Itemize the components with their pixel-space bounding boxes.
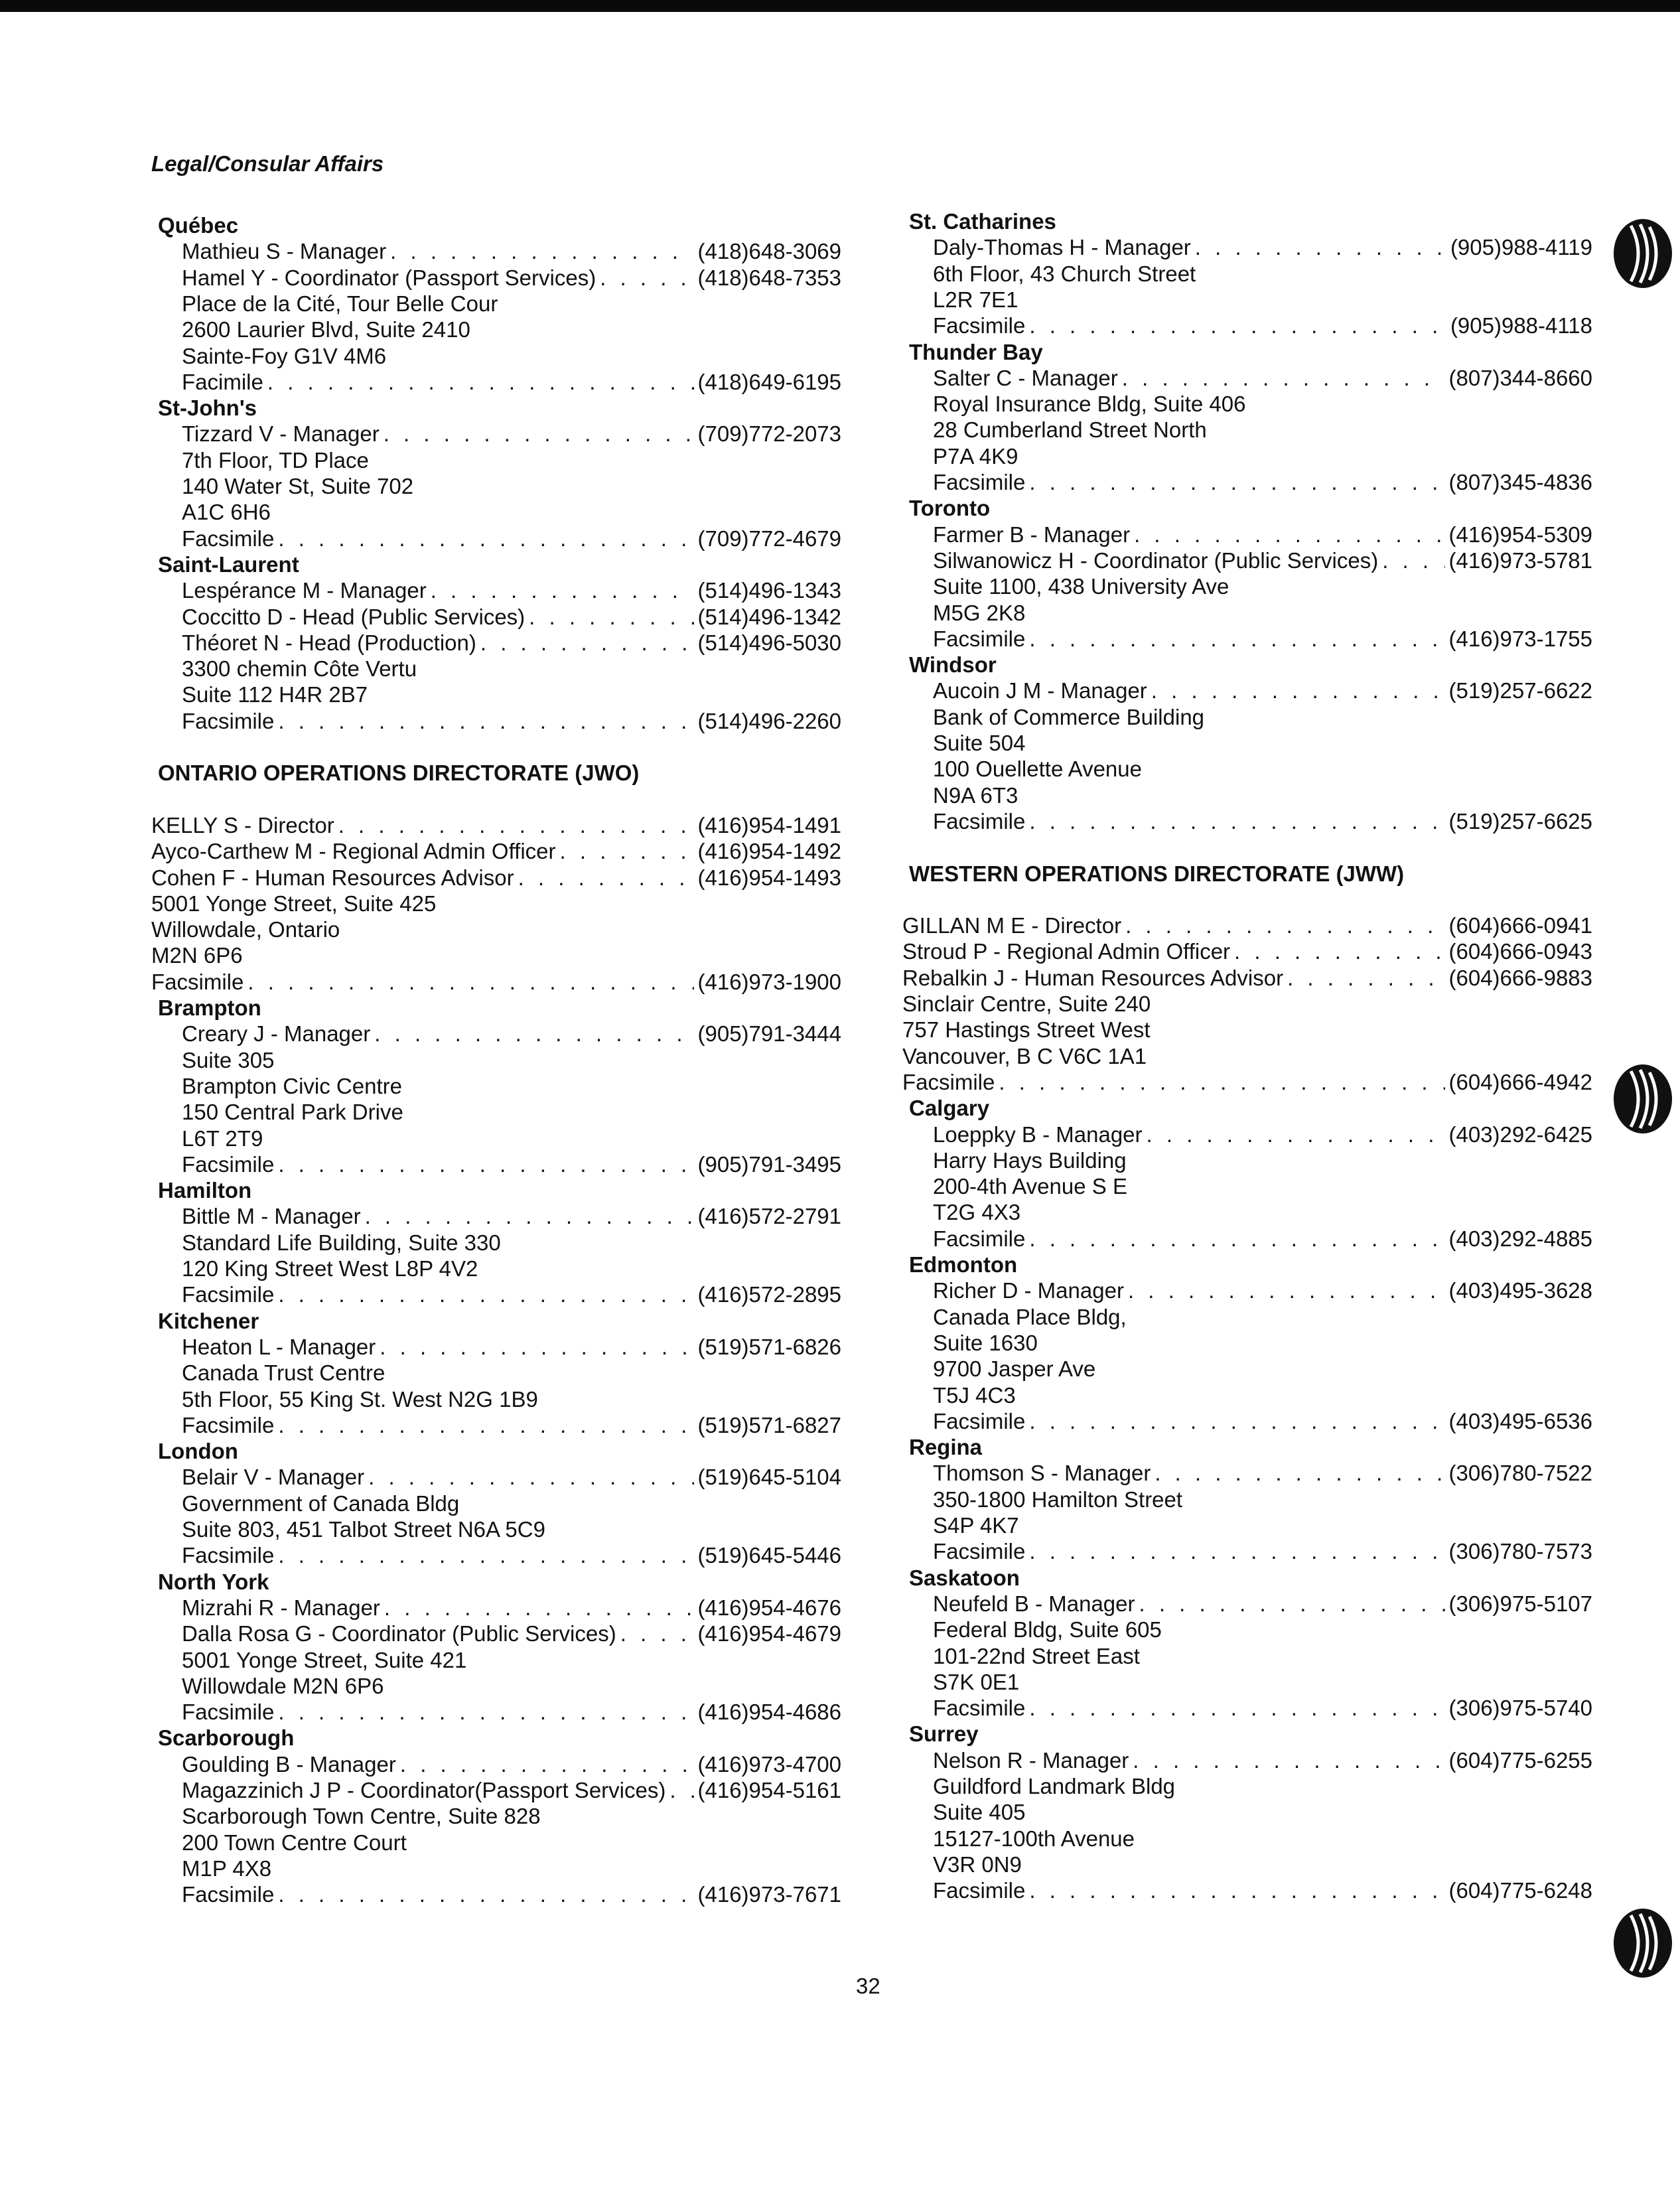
contact-entry (902, 1538, 1592, 1565)
dot-leader (380, 1334, 693, 1360)
address-line: 120 King Street West L8P 4V2 (182, 1256, 478, 1281)
address-line: 140 Water St, Suite 702 (182, 474, 414, 498)
phone-number: (604)666-4942 (1448, 1069, 1592, 1094)
dot-leader (1133, 1747, 1444, 1774)
contact-entry (151, 604, 841, 630)
contact-name: KELLY S - Director (151, 812, 334, 838)
office-heading: Québec (158, 213, 239, 238)
address-line: L6T 2T9 (182, 1126, 263, 1151)
binder-tab-mark-icon (1611, 216, 1675, 291)
dot-leader (384, 1595, 694, 1621)
dot-leader (620, 1621, 694, 1647)
dot-leader (1029, 469, 1444, 496)
contact-name: Facsimile (933, 313, 1026, 338)
address-line: 200-4th Avenue S E (933, 1174, 1127, 1199)
contact-entry (902, 938, 1592, 965)
address-line: 101-22nd Street East (933, 1643, 1140, 1668)
contact-entry (151, 577, 841, 604)
address-line: A1C 6H6 (182, 500, 271, 525)
contact-name: Belair V - Manager (182, 1465, 365, 1490)
contact-entry (151, 1595, 841, 1621)
address-line: 757 Hastings Street West (902, 1017, 1151, 1043)
address-line: 7th Floor, TD Place (182, 447, 369, 473)
phone-number: (403)495-3628 (1448, 1278, 1592, 1303)
contact-entry (902, 912, 1592, 939)
phone-number: (519)571-6827 (697, 1412, 841, 1437)
phone-number: (306)780-7522 (1448, 1461, 1592, 1486)
contact-name: Daly-Thomas H - Manager (933, 235, 1191, 260)
address-line: M2N 6P6 (151, 943, 243, 968)
section-title: Legal/Consular Affairs (151, 151, 384, 176)
phone-number: (709)772-4679 (697, 526, 841, 551)
office-heading: Toronto (909, 496, 991, 521)
address-line: Suite 305 (182, 1047, 275, 1072)
dot-leader (1151, 678, 1445, 704)
phone-number: (514)496-5030 (697, 630, 841, 655)
contact-entry (151, 1334, 841, 1360)
address-line: S4P 4K7 (933, 1513, 1019, 1538)
phone-number: (709)772-2073 (697, 421, 841, 447)
contact-entry (151, 812, 841, 839)
contact-entry (151, 1699, 841, 1725)
phone-number: (519)571-6826 (697, 1334, 841, 1359)
address-line: 5001 Yonge Street, Suite 421 (182, 1647, 467, 1672)
phone-number: (514)496-2260 (697, 708, 841, 733)
address-line: T2G 4X3 (933, 1200, 1021, 1225)
dot-leader (278, 1412, 693, 1439)
contact-name: Ayco-Carthew M - Regional Admin Officer (151, 839, 556, 864)
office-heading: Thunder Bay (909, 339, 1043, 364)
contact-entry (151, 1412, 841, 1439)
address-line: Canada Place Bldg, (933, 1304, 1127, 1329)
phone-number: (416)954-4676 (697, 1595, 841, 1620)
dot-leader (1147, 1122, 1445, 1148)
directorate-heading: WESTERN OPERATIONS DIRECTORATE (JWW) (909, 861, 1405, 886)
address-line: 5th Floor, 55 King St. West N2G 1B9 (182, 1386, 538, 1412)
dot-leader (600, 265, 693, 291)
address-line: Willowdale, Ontario (151, 917, 340, 942)
phone-number: (416)973-7671 (697, 1882, 841, 1907)
contact-entry (902, 1069, 1592, 1096)
dot-leader (338, 812, 694, 839)
dot-leader (480, 630, 694, 656)
phone-number: (418)649-6195 (697, 369, 841, 394)
contact-entry (902, 547, 1592, 574)
phone-number: (306)780-7573 (1448, 1539, 1592, 1564)
dot-leader (1122, 365, 1445, 392)
dot-leader (278, 708, 693, 735)
contact-entry (151, 1751, 841, 1778)
contact-entry (902, 808, 1592, 835)
phone-number: (416)954-1491 (697, 812, 841, 838)
phone-number: (416)572-2895 (697, 1282, 841, 1307)
address-line: Place de la Cité, Tour Belle Cour (182, 291, 498, 316)
contact-name: Richer D - Manager (933, 1278, 1124, 1303)
address-line: Royal Insurance Bldg, Suite 406 (933, 392, 1246, 417)
contact-entry (151, 526, 841, 552)
contact-name: Facsimile (933, 470, 1026, 494)
contact-entry (902, 1226, 1592, 1252)
phone-number: (519)257-6622 (1448, 678, 1592, 703)
address-line: 200 Town Centre Court (182, 1830, 407, 1855)
address-line: Scarborough Town Centre, Suite 828 (182, 1804, 541, 1829)
phone-number: (416)954-1493 (697, 865, 841, 890)
dot-leader (560, 838, 694, 865)
address-line: T5J 4C3 (933, 1382, 1016, 1408)
spacer (902, 887, 1592, 913)
address-line: M1P 4X8 (182, 1856, 272, 1881)
dot-leader (384, 421, 694, 447)
office-heading: Regina (909, 1435, 983, 1460)
contact-entry (902, 1591, 1592, 1617)
contact-name: Mizrahi R - Manager (182, 1595, 380, 1620)
contact-entry (902, 522, 1592, 548)
address-line: Suite 504 (933, 731, 1026, 755)
phone-number: (416)954-1492 (697, 839, 841, 864)
contact-name: Rebalkin J - Human Resources Advisor (902, 965, 1284, 990)
address-line: Sainte-Foy G1V 4M6 (182, 343, 387, 368)
phone-number: (418)648-7353 (697, 265, 841, 290)
dot-leader (1029, 1408, 1444, 1435)
office-heading: Saint-Laurent (158, 551, 299, 577)
contact-name: Facsimile (182, 1282, 275, 1307)
dot-leader (247, 969, 693, 995)
address-line: Suite 405 (933, 1800, 1026, 1825)
contact-name: Facsimile (933, 1408, 1026, 1433)
contact-entry (902, 1747, 1592, 1774)
address-line: L2R 7E1 (933, 287, 1018, 312)
address-line: 350-1800 Hamilton Street (933, 1487, 1183, 1512)
contact-entry (151, 1777, 841, 1804)
contact-name: Mathieu S - Manager (182, 239, 387, 264)
directorate-heading: ONTARIO OPERATIONS DIRECTORATE (JWO) (158, 761, 640, 786)
contact-entry (151, 369, 841, 396)
contact-name: Silwanowicz H - Coordinator (Public Services) (933, 547, 1379, 573)
contact-entry (151, 838, 841, 865)
phone-number: (418)648-3069 (697, 239, 841, 264)
address-line: 3300 chemin Côte Vertu (182, 656, 417, 682)
phone-number: (416)973-1755 (1448, 626, 1592, 651)
page-number: 32 (856, 1974, 880, 1998)
office-heading: North York (158, 1569, 269, 1594)
contact-entry (902, 678, 1592, 704)
phone-number: (403)292-6425 (1448, 1122, 1592, 1147)
address-line: Suite 803, 451 Talbot Street N6A 5C9 (182, 1517, 545, 1542)
contact-name: Farmer B - Manager (933, 522, 1131, 547)
contact-name: Facsimile (182, 1543, 275, 1568)
phone-number: (905)988-4118 (1450, 313, 1592, 338)
address-line: 5001 Yonge Street, Suite 425 (151, 891, 437, 916)
dot-leader (1287, 965, 1444, 991)
contact-name: Hamel Y - Coordinator (Passport Services) (182, 265, 596, 290)
dot-leader (1195, 234, 1446, 261)
contact-name: Tizzard V - Manager (182, 421, 380, 447)
contact-name: Facsimile (182, 1700, 275, 1725)
phone-number: (416)954-5309 (1448, 522, 1592, 547)
contact-name: Coccitto D - Head (Public Services) (182, 604, 525, 629)
contact-name: GILLAN M E - Director (902, 913, 1122, 938)
contact-entry (151, 421, 841, 447)
dot-leader (1029, 1877, 1444, 1904)
contact-entry (902, 1695, 1592, 1721)
contact-entry (151, 1281, 841, 1308)
address-line: P7A 4K9 (933, 443, 1018, 469)
dot-leader (669, 1777, 693, 1804)
phone-number: (416)973-1900 (697, 969, 841, 994)
address-line: 6th Floor, 43 Church Street (933, 261, 1196, 286)
contact-name: Facsimile (933, 1878, 1026, 1903)
dot-leader (278, 1881, 693, 1908)
phone-number: (403)292-4885 (1448, 1226, 1592, 1251)
contact-entry (151, 1621, 841, 1647)
phone-number: (905)988-4119 (1450, 235, 1592, 260)
dot-leader (368, 1464, 693, 1491)
phone-number: (416)954-4686 (697, 1700, 841, 1725)
address-line: Suite 1100, 438 University Ave (933, 574, 1229, 599)
dot-leader (278, 1151, 693, 1178)
contact-name: Facsimile (933, 1539, 1026, 1564)
dot-leader (1134, 522, 1444, 548)
contact-name: Théoret N - Head (Production) (182, 630, 476, 655)
contact-entry (902, 626, 1592, 652)
dot-leader (1029, 808, 1444, 835)
phone-number: (403)495-6536 (1448, 1408, 1592, 1433)
dot-leader (374, 1021, 693, 1047)
address-line: 28 Cumberland Street North (933, 417, 1207, 443)
contact-entry (902, 365, 1592, 392)
dot-leader (1234, 938, 1444, 965)
office-heading: London (158, 1439, 238, 1464)
contact-name: Salter C - Manager (933, 365, 1118, 390)
contact-entry (902, 1408, 1592, 1435)
phone-number: (604)666-0941 (1448, 913, 1592, 938)
address-line: N9A 6T3 (933, 782, 1018, 808)
contact-name: Facsimile (182, 708, 275, 733)
contact-entry (902, 234, 1592, 261)
dot-leader (1029, 1695, 1444, 1721)
phone-number: (306)975-5107 (1448, 1591, 1592, 1616)
phone-number: (519)645-5446 (697, 1543, 841, 1568)
contact-entry (151, 969, 841, 995)
contact-entry (151, 865, 841, 891)
spacer (902, 834, 1592, 861)
phone-number: (514)496-1342 (697, 604, 841, 629)
phone-number: (604)666-9883 (1448, 965, 1592, 990)
dot-leader (431, 577, 694, 604)
office-heading: Windsor (909, 652, 997, 678)
phone-number: (807)345-4836 (1448, 470, 1592, 494)
address-line: Standard Life Building, Suite 330 (182, 1230, 501, 1255)
binder-tab-mark-icon (1611, 1062, 1675, 1136)
contact-name: Heaton L - Manager (182, 1334, 376, 1359)
phone-number: (514)496-1343 (697, 578, 841, 603)
office-heading: Brampton (158, 995, 261, 1020)
contact-name: Dalla Rosa G - Coordinator (Public Services) (182, 1621, 616, 1646)
address-line: Bank of Commerce Building (933, 704, 1205, 729)
contact-name: Thomson S - Manager (933, 1461, 1151, 1486)
contact-name: Facsimile (182, 1882, 275, 1907)
dot-leader (390, 238, 693, 265)
binder-tab-mark-icon (1611, 1906, 1675, 1980)
address-line: Canada Trust Centre (182, 1360, 385, 1386)
contact-entry (902, 965, 1592, 991)
contact-entry (151, 630, 841, 656)
contact-name: Magazzinich J P - Coordinator(Passport Services) (182, 1778, 666, 1802)
phone-number: (416)973-4700 (697, 1751, 841, 1777)
dot-leader (1029, 1226, 1444, 1252)
address-line: Harry Hays Building (933, 1147, 1127, 1173)
dot-leader (278, 526, 693, 552)
contact-name: Facsimile (933, 1696, 1026, 1721)
office-heading: Surrey (909, 1721, 979, 1747)
contact-name: Goulding B - Manager (182, 1751, 396, 1777)
dot-leader (1155, 1460, 1444, 1487)
contact-name: Facsimile (182, 1412, 275, 1437)
address-line: 9700 Jasper Ave (933, 1356, 1096, 1382)
phone-number: (905)791-3495 (697, 1151, 841, 1177)
dot-leader (267, 369, 694, 396)
office-heading: Saskatoon (909, 1565, 1020, 1590)
dot-leader (999, 1069, 1444, 1096)
address-line: Government of Canada Bldg (182, 1491, 460, 1516)
contact-entry (902, 469, 1592, 496)
office-heading: St. Catharines (909, 209, 1056, 234)
contact-name: Facsimile (182, 526, 275, 551)
address-line: 15127-100th Avenue (933, 1826, 1135, 1851)
contact-name: Facsimile (933, 626, 1026, 651)
contact-name: Bittle M - Manager (182, 1204, 361, 1229)
address-line: Willowdale M2N 6P6 (182, 1673, 384, 1698)
phone-number: (604)775-6255 (1448, 1747, 1592, 1773)
dot-leader (1029, 313, 1446, 339)
scan-top-border (0, 0, 1680, 12)
address-line: Brampton Civic Centre (182, 1073, 402, 1098)
dot-leader (518, 865, 694, 891)
phone-number: (416)954-4679 (697, 1621, 841, 1646)
contact-name: Nelson R - Manager (933, 1747, 1129, 1773)
dot-leader (365, 1203, 694, 1230)
address-line: 100 Ouellette Avenue (933, 757, 1142, 782)
phone-number: (604)666-0943 (1448, 939, 1592, 964)
spacer (151, 786, 841, 813)
phone-number: (416)572-2791 (697, 1204, 841, 1229)
office-heading: Hamilton (158, 1178, 252, 1203)
contact-entry (151, 1464, 841, 1491)
dot-leader (278, 1542, 693, 1569)
phone-number: (519)645-5104 (697, 1465, 841, 1490)
dot-leader (278, 1281, 693, 1308)
contact-entry (151, 238, 841, 265)
address-line: Federal Bldg, Suite 605 (933, 1617, 1162, 1642)
contact-name: Facsimile (151, 969, 244, 994)
address-line: Sinclair Centre, Suite 240 (902, 991, 1151, 1016)
contact-entry (902, 1122, 1592, 1148)
phone-number: (519)257-6625 (1448, 808, 1592, 834)
contact-entry (902, 313, 1592, 339)
contact-name: Facimile (182, 369, 263, 394)
contact-name: Facsimile (182, 1151, 275, 1177)
dot-leader (1382, 547, 1444, 574)
contact-name: Neufeld B - Manager (933, 1591, 1135, 1616)
address-line: 150 Central Park Drive (182, 1100, 403, 1125)
office-heading: Calgary (909, 1096, 990, 1121)
contact-entry (151, 265, 841, 291)
dot-leader (1128, 1277, 1445, 1304)
address-line: S7K 0E1 (933, 1669, 1020, 1694)
phone-number: (306)975-5740 (1448, 1696, 1592, 1721)
phone-number: (416)954-5161 (697, 1778, 841, 1802)
dot-leader (1029, 1538, 1444, 1565)
contact-name: Lespérance M - Manager (182, 578, 427, 603)
contact-name: Facsimile (933, 1226, 1026, 1251)
contact-name: Aucoin J M - Manager (933, 678, 1147, 703)
contact-entry (151, 1881, 841, 1908)
contact-entry (151, 708, 841, 735)
contact-name: Stroud P - Regional Admin Officer (902, 939, 1231, 964)
address-line: Guildford Landmark Bldg (933, 1774, 1176, 1798)
dot-leader (1139, 1591, 1445, 1617)
contact-name: Cohen F - Human Resources Advisor (151, 865, 514, 890)
contact-entry (151, 1021, 841, 1047)
phone-number: (905)791-3444 (697, 1021, 841, 1047)
address-line: 2600 Laurier Blvd, Suite 2410 (182, 317, 470, 342)
contact-entry (151, 1151, 841, 1178)
dot-leader (278, 1699, 693, 1725)
office-heading: Scarborough (158, 1725, 295, 1751)
office-heading: St-John's (158, 396, 257, 421)
phone-number: (416)973-5781 (1448, 547, 1592, 573)
address-line: V3R 0N9 (933, 1852, 1022, 1877)
phone-number: (807)344-8660 (1448, 365, 1592, 390)
dot-leader (400, 1751, 694, 1778)
phone-number: (604)775-6248 (1448, 1878, 1592, 1903)
contact-entry (902, 1460, 1592, 1487)
office-heading: Edmonton (909, 1252, 1018, 1277)
contact-entry (151, 1203, 841, 1230)
dot-leader (529, 604, 693, 630)
address-line: Suite 1630 (933, 1330, 1038, 1355)
contact-name: Facsimile (933, 808, 1026, 834)
address-line: Suite 112 H4R 2B7 (182, 682, 368, 707)
address-line: M5G 2K8 (933, 600, 1026, 625)
contact-entry (902, 1277, 1592, 1304)
dot-leader (1125, 912, 1444, 939)
contact-name: Loeppky B - Manager (933, 1122, 1143, 1147)
office-heading: Kitchener (158, 1308, 259, 1333)
contact-entry (902, 1877, 1592, 1904)
address-line: Vancouver, B C V6C 1A1 (902, 1043, 1147, 1068)
contact-name: Creary J - Manager (182, 1021, 371, 1047)
contact-name: Facsimile (902, 1069, 995, 1094)
spacer (151, 734, 841, 761)
contact-entry (151, 1542, 841, 1569)
dot-leader (1029, 626, 1444, 652)
